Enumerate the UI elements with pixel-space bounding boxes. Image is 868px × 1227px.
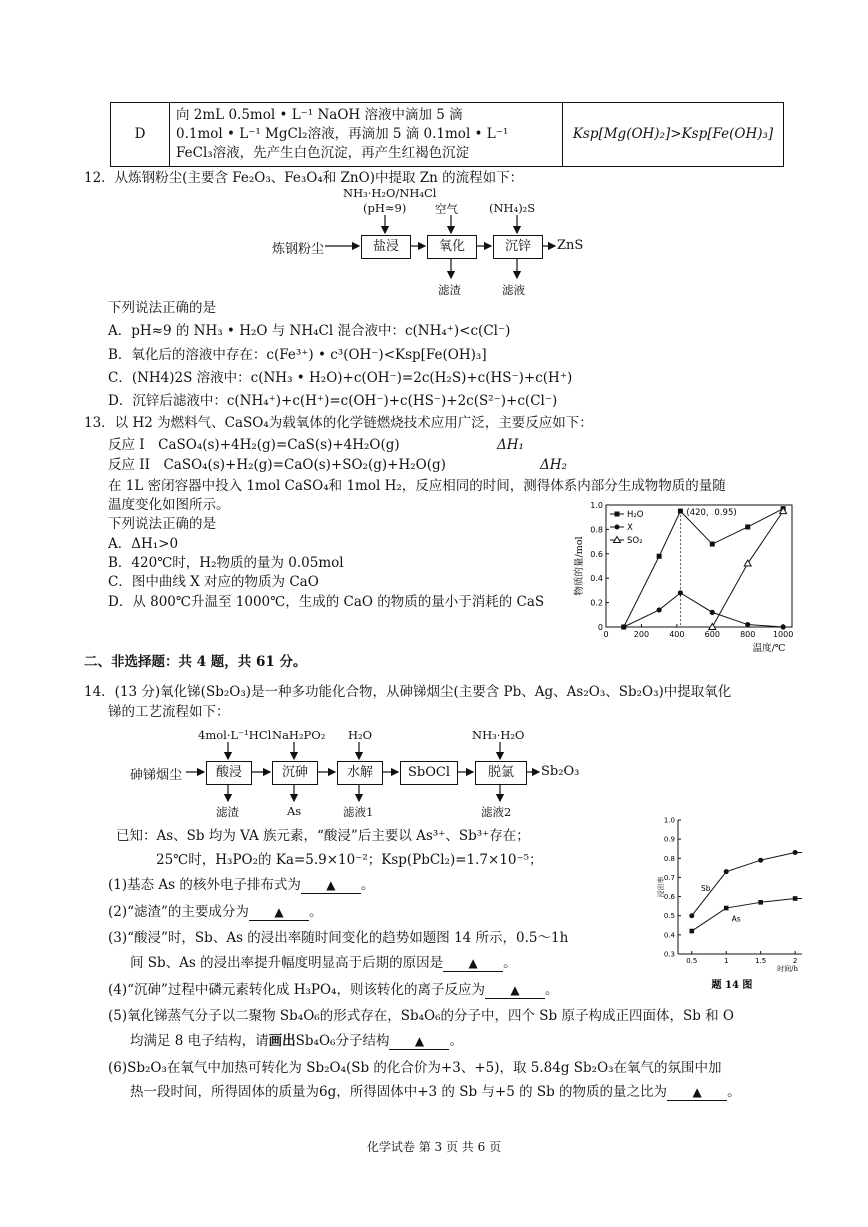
q14-part-4-text: (4)“沉砷”过程中磷元素转化成 H₃PO₄，则该转化的离子反应为: [108, 982, 485, 998]
q13-reaction-2: 反应 II CaSO₄(s)+H₂(g)=CaO(s)+SO₂(g)+H₂O(g): [108, 457, 446, 473]
q14-part-1: (1)基态 As 的核外电子排布式为 ▲ 。: [108, 877, 375, 893]
data-point: [758, 858, 763, 863]
q14-part-2-text: (2)“滤渣”的主要成分为: [108, 904, 249, 920]
q13-option-c: C．图中曲线 X 对应的物质为 CaO: [108, 574, 319, 590]
x-tick-label: 200: [633, 630, 650, 639]
q12-reagent-2: 空气: [435, 202, 458, 216]
data-point: [793, 896, 798, 901]
q13-prompt: 下列说法正确的是: [108, 516, 216, 532]
q12-output-residue: 滤渣: [438, 283, 461, 297]
q14-step-acid-leach: 酸浸: [206, 761, 252, 785]
q13-reaction-1: 反应 I CaSO₄(s)+4H₂(g)=CaS(s)+4H₂O(g): [108, 437, 400, 453]
x-tick-label: 2: [792, 957, 798, 965]
y-tick-label: 0: [597, 623, 603, 632]
answer-blank: ▲: [485, 982, 545, 999]
q14-known-1: 已知：As、Sb 均为 VA 族元素，“酸浸”后主要以 As³⁺、Sb³⁺存在；: [116, 828, 530, 844]
data-point: [745, 524, 750, 529]
table-cell-letter: D: [111, 103, 170, 167]
q12-reagent-3: (NH₄)₂S: [489, 201, 536, 215]
y-tick-label: 0.7: [663, 873, 675, 882]
q14-part-6b: 热一段时间，所得固体的质量为6g，所得固体中+3 的 Sb 与+5 的 Sb 的物质的量之比为 ▲ 。: [130, 1084, 741, 1100]
y-tick-label: 0.2: [590, 598, 603, 608]
y-tick-label: 0.8: [663, 854, 675, 863]
y-axis-label: 浸出率: [657, 876, 665, 898]
q14-step-hydrolysis: 水解: [337, 761, 383, 785]
experiment-line-2: 0.1mol • L⁻¹ MgCl₂溶液，再滴加 5 滴 0.1mol • L⁻¹: [176, 126, 509, 142]
q14-output-residue: 滤渣: [216, 805, 239, 819]
q13-option-a: A．ΔH₁>0: [108, 536, 179, 552]
x-tick-label: 400: [669, 630, 685, 639]
q14-output-filtrate-2: 滤液2: [481, 805, 512, 819]
section-2-heading: 二、非选择题：共 4 题，共 61 分。: [84, 654, 307, 670]
q13-chart: [570, 495, 798, 665]
q14-part-3a: (3)“酸浸”时，Sb、As 的浸出率随时间变化的趋势如题图 14 所示，0.5～1h: [108, 930, 569, 946]
q12-prompt: 下列说法正确的是: [108, 300, 216, 316]
series-label: Sb: [701, 883, 711, 893]
y-tick-label: 0.9: [663, 835, 675, 844]
q12-output-filtrate: 滤液: [502, 283, 525, 297]
data-point: [678, 509, 683, 514]
data-point: [678, 590, 683, 595]
q12-option-a: A．pH≈9 的 NH₃ • H₂O 与 NH₄Cl 混合液中：c(NH₄⁺)<c(Cl⁻): [108, 323, 511, 339]
q14-output-as: As: [287, 804, 302, 818]
y-tick-label: 0.4: [590, 574, 603, 584]
q12-stem: 12．从炼钢粉尘(主要含 Fe₂O₃、Fe₃O₄和 ZnO)中提取 Zn 的流程如下：: [84, 170, 524, 186]
q14-part-6a: (6)Sb₂O₃在氧气中加热可转化为 Sb₂O₄(Sb 的化合价为+3、+5)，取 5.84g Sb₂O₃在氧气的氛围中加: [108, 1060, 722, 1076]
x-tick-label: 1000: [772, 630, 794, 639]
q13-option-b: B．420℃时，H₂物质的量为 0.05mol: [108, 555, 344, 571]
legend-label: X: [627, 523, 633, 533]
q12-step-oxidize: 氧化: [427, 235, 477, 259]
data-point: [657, 607, 662, 612]
q13-stem: 13．以 H2 为燃料气、CaSO₄为载氧体的化学链燃烧技术应用广泛，主要反应如下：: [84, 415, 593, 431]
q14-part-5b: 均满足 8 电子结构，请画出Sb₄O₆分子结构 ▲ 。: [130, 1033, 463, 1049]
q14-output-filtrate-1: 滤液1: [343, 805, 374, 819]
series-line-0: [624, 509, 783, 627]
q14-flow-start: 砷锑烟尘: [130, 768, 183, 783]
y-tick-label: 0.8: [590, 525, 603, 535]
q13-option-d: D．从 800℃升温至 1000℃，生成的 CaO 的物质的量小于消耗的 CaS: [108, 594, 545, 610]
q14-part-2: (2)“滤渣”的主要成分为 ▲ 。: [108, 904, 323, 920]
series-line-1: [692, 898, 802, 931]
x-axis-label: 时间/h: [777, 965, 798, 973]
legend-label: H₂O: [627, 510, 644, 520]
q14-part-1-text: (1)基态 As 的核外电子排布式为: [108, 877, 301, 893]
q14-part-3b-text: 间 Sb、As 的浸出率提升幅度明显高于后期的原因是: [130, 955, 444, 971]
experiment-line-1: 向 2mL 0.5mol • L⁻¹ NaOH 溶液中滴加 5 滴: [176, 107, 463, 123]
data-point: [724, 906, 729, 911]
data-point: [758, 900, 763, 905]
q14-part-5b-post: Sb₄O₆分子结构: [295, 1033, 390, 1049]
answer-blank: ▲: [249, 904, 309, 921]
data-point: [745, 622, 750, 627]
q13-dh2: ΔH₂: [540, 457, 567, 473]
legend-marker: [615, 512, 620, 517]
x-tick-label: 1.5: [755, 957, 767, 965]
q14-part-6b-text: 热一段时间，所得固体的质量为6g，所得固体中+3 的 Sb 与+5 的 Sb 的物质的量之比为: [130, 1084, 668, 1100]
answer-blank: ▲: [667, 1084, 727, 1101]
chart-caption: 题 14 图: [711, 980, 753, 991]
data-point: [710, 542, 715, 547]
data-point: [689, 913, 694, 918]
y-tick-label: 0.3: [663, 950, 675, 959]
q14-part-3b: 间 Sb、As 的浸出率提升幅度明显高于后期的原因是 ▲ 。: [130, 955, 517, 971]
q12-option-c: C．(NH4)2S 溶液中：c(NH₃ • H₂O)+c(OH⁻)=2c(H₂S)+c(HS⁻)+c(H⁺): [108, 370, 573, 386]
q14-step-dechlorination: 脱氯: [475, 761, 527, 785]
q14-reagent-2: NaH₂PO₂: [272, 728, 326, 742]
q14-part-5b-bold: 画出: [268, 1033, 296, 1049]
q14-reagent-1: 4mol·L⁻¹HCl: [198, 728, 272, 742]
q14-step-sbocl: SbOCl: [400, 761, 458, 785]
q12-flow-end: ZnS: [557, 238, 584, 253]
data-point: [744, 560, 751, 566]
q14-stem-2: 锑的工艺流程如下：: [108, 704, 230, 720]
q13-desc-1: 在 1L 密闭容器中投入 1mol CaSO₄和 1mol H₂，反应相同的时间，测得体系内部分生成物物质的量随: [108, 478, 726, 494]
x-axis-label: 温度/℃: [752, 643, 786, 654]
q12-step-salt-leach: 盐浸: [361, 235, 411, 259]
q14-chart: [656, 814, 804, 992]
answer-blank: ▲: [301, 877, 361, 894]
x-tick-label: 0.5: [686, 957, 698, 965]
x-tick-label: 800: [740, 630, 756, 639]
data-point: [689, 929, 694, 934]
q14-step-precip-as: 沉砷: [272, 761, 318, 785]
q12-flow-start: 炼钢粉尘: [272, 242, 325, 257]
experiment-line-3: FeCl₃溶液，先产生白色沉淀，再产生红褐色沉淀: [176, 145, 470, 161]
q12-option-b: B．氧化后的溶液中存在：c(Fe³⁺) • c³(OH⁻)<Ksp[Fe(OH)₃]: [108, 347, 487, 363]
q12-option-d: D．沉锌后滤液中：c(NH₄⁺)+c(H⁺)=c(OH⁻)+c(HS⁻)+2c(S²⁻)+c(Cl⁻): [108, 393, 558, 409]
q14-flow-arrows: [0, 700, 868, 830]
plot-frame: [606, 505, 792, 627]
q12-step-precip-zn: 沉锌: [493, 235, 543, 259]
legend-marker: [615, 525, 620, 530]
q14-known-2: 25℃时，H₃PO₂的 Ka=5.9×10⁻²；Ksp(PbCl₂)=1.7×10⁻⁵；: [156, 852, 543, 868]
data-point: [710, 610, 715, 615]
q13-desc-2: 温度变化如图所示。: [108, 497, 230, 513]
y-tick-label: 1.0: [663, 816, 675, 825]
q14-flow-end: Sb₂O₃: [541, 764, 580, 779]
q12-reagent-1b: (pH≈9): [363, 201, 407, 215]
answer-blank: ▲: [443, 955, 503, 972]
data-point: [724, 869, 729, 874]
x-tick-label: 600: [704, 630, 720, 639]
q12-reagent-1: NH₃·H₂O/NH₄Cl: [343, 186, 437, 200]
y-tick-label: 0.5: [663, 912, 675, 921]
data-point: [793, 850, 798, 855]
series-label: As: [731, 914, 741, 924]
y-tick-label: 0.4: [663, 931, 675, 940]
series-line-1: [624, 593, 783, 627]
page-footer: 化学试卷 第 3 页 共 6 页: [366, 1140, 502, 1154]
y-tick-label: 0.6: [663, 893, 675, 902]
annotation-label: (420，0.95): [686, 508, 737, 519]
x-tick-label: 0: [603, 630, 609, 639]
data-point: [781, 624, 786, 629]
q14-stem-1: 14．(13 分)氧化锑(Sb₂O₃)是一种多功能化合物，从砷锑烟尘(主要含 Pb、Ag、As₂O₃、Sb₂O₃)中提取氧化: [84, 684, 732, 700]
data-point: [621, 624, 626, 629]
answer-blank: ▲: [389, 1033, 449, 1050]
q14-reagent-4: NH₃·H₂O: [472, 728, 525, 742]
q14-part-5a: (5)氧化锑蒸气分子以二聚物 Sb₄O₆的形式存在，Sb₄O₆的分子中，四个 Sb 原子构成正四面体，Sb 和 O: [108, 1008, 734, 1024]
legend-label: SO₂: [627, 536, 643, 546]
y-tick-label: 0.6: [590, 549, 603, 559]
data-point: [657, 554, 662, 559]
y-tick-label: 1.0: [590, 501, 603, 510]
q14-reagent-3: H₂O: [348, 728, 373, 742]
y-axis-label: 物质的量/mol: [574, 536, 585, 596]
table-cell-conclusion: Ksp[Mg(OH)₂]>Ksp[Fe(OH)₃]: [563, 103, 784, 167]
q12-flow-arrows: [0, 0, 868, 320]
q14-part-4: (4)“沉砷”过程中磷元素转化成 H₃PO₄，则该转化的离子反应为 ▲ 。: [108, 982, 559, 998]
x-tick-label: 1: [723, 957, 729, 965]
q13-dh1: ΔH₁: [497, 437, 524, 453]
q14-part-5b-pre: 均满足 8 电子结构，请: [130, 1033, 269, 1049]
